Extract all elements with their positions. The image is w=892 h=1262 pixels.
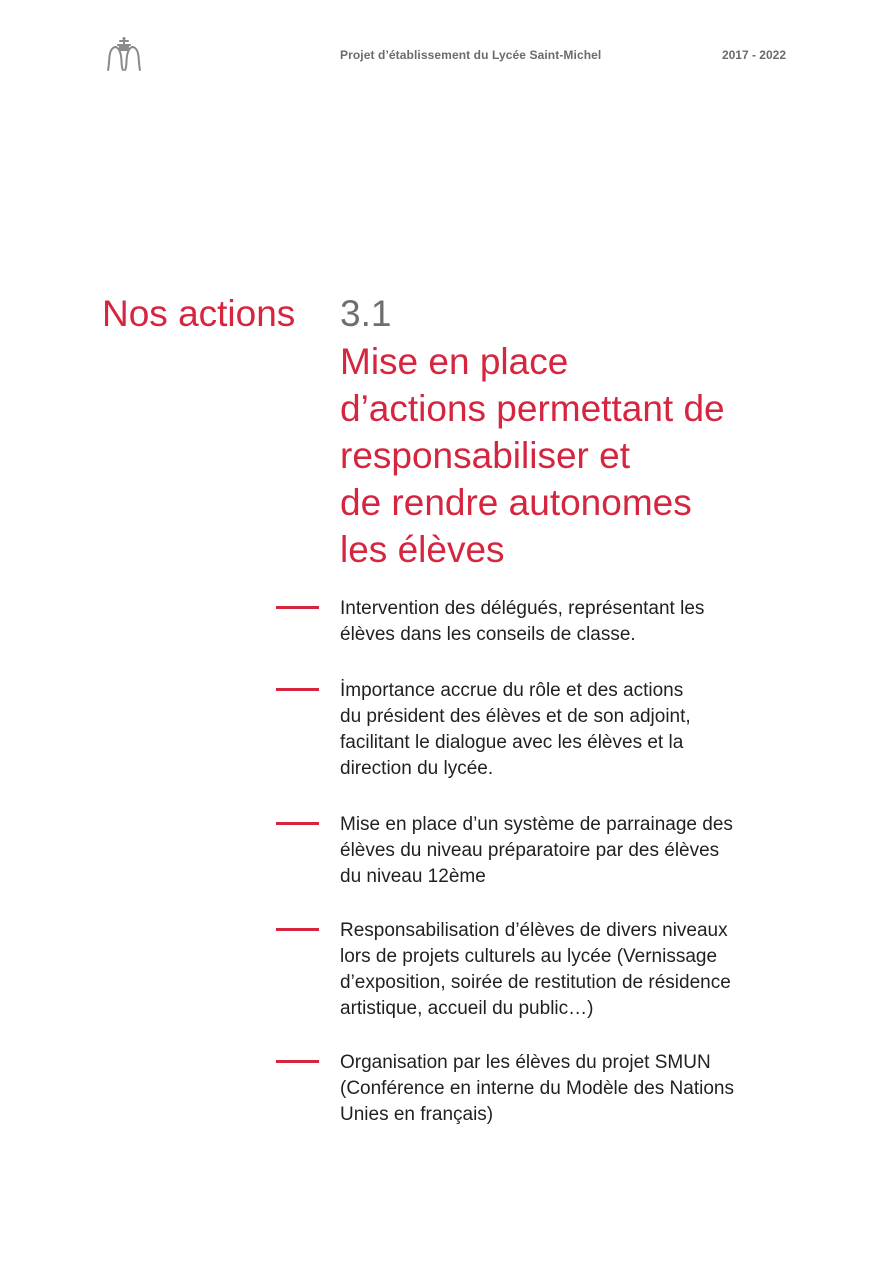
section-heading-line: Mise en place (340, 341, 569, 382)
action-item-line: du président des élèves et de son adjoint, (340, 706, 691, 727)
action-item-text (340, 1050, 810, 1128)
action-item-line: facilitant le dialogue avec les élèves et la (340, 732, 684, 753)
section-heading-line: d’actions permettant de (340, 388, 725, 429)
action-item-line: Unies en français) (340, 1104, 494, 1125)
dash-bullet (276, 688, 319, 691)
dash-bullet (276, 1060, 319, 1063)
action-item-line: élèves du niveau préparatoire par des élèves (340, 840, 720, 861)
dash-bullet (276, 822, 319, 825)
action-item-line: Responsabilisation d’élèves de divers niveaux (340, 920, 728, 941)
action-item-line: Mise en place d’un système de parrainage des (340, 814, 733, 835)
action-item-line: élèves dans les conseils de classe. (340, 624, 636, 645)
action-item-line: artistique, accueil du public…) (340, 998, 594, 1019)
action-item-line: lors de projets culturels au lycée (Vernissage (340, 946, 718, 967)
section-heading-line: de rendre autonomes (340, 482, 692, 523)
action-item-line: d’exposition, soirée de restitution de résidence (340, 972, 731, 993)
action-item-line: (Conférence en interne du Modèle des Nations (340, 1078, 734, 1099)
action-item-text (340, 918, 810, 1022)
action-item-line: Organisation par les élèves du projet SMUN (340, 1052, 711, 1073)
action-item-line: direction du lycée. (340, 758, 494, 779)
document-title: Projet d’établissement du Lycée Saint-Michel (340, 48, 602, 62)
document-years: 2017 - 2022 (721, 48, 786, 62)
action-item-line: Intervention des délégués, représentant les (340, 598, 705, 619)
action-item-text (340, 812, 810, 890)
action-item-line: İmportance accrue du rôle et des actions (340, 680, 684, 701)
dash-bullet (276, 606, 319, 609)
section-label: Nos actions (102, 293, 296, 334)
action-item-text (340, 678, 810, 782)
dash-bullet (276, 928, 319, 931)
action-item-line: du niveau 12ème (340, 866, 486, 887)
action-item-text (340, 596, 810, 648)
section-heading-line: les élèves (340, 529, 505, 570)
section-heading-line: responsabiliser et (340, 435, 630, 476)
section-number: 3.1 (340, 293, 392, 334)
